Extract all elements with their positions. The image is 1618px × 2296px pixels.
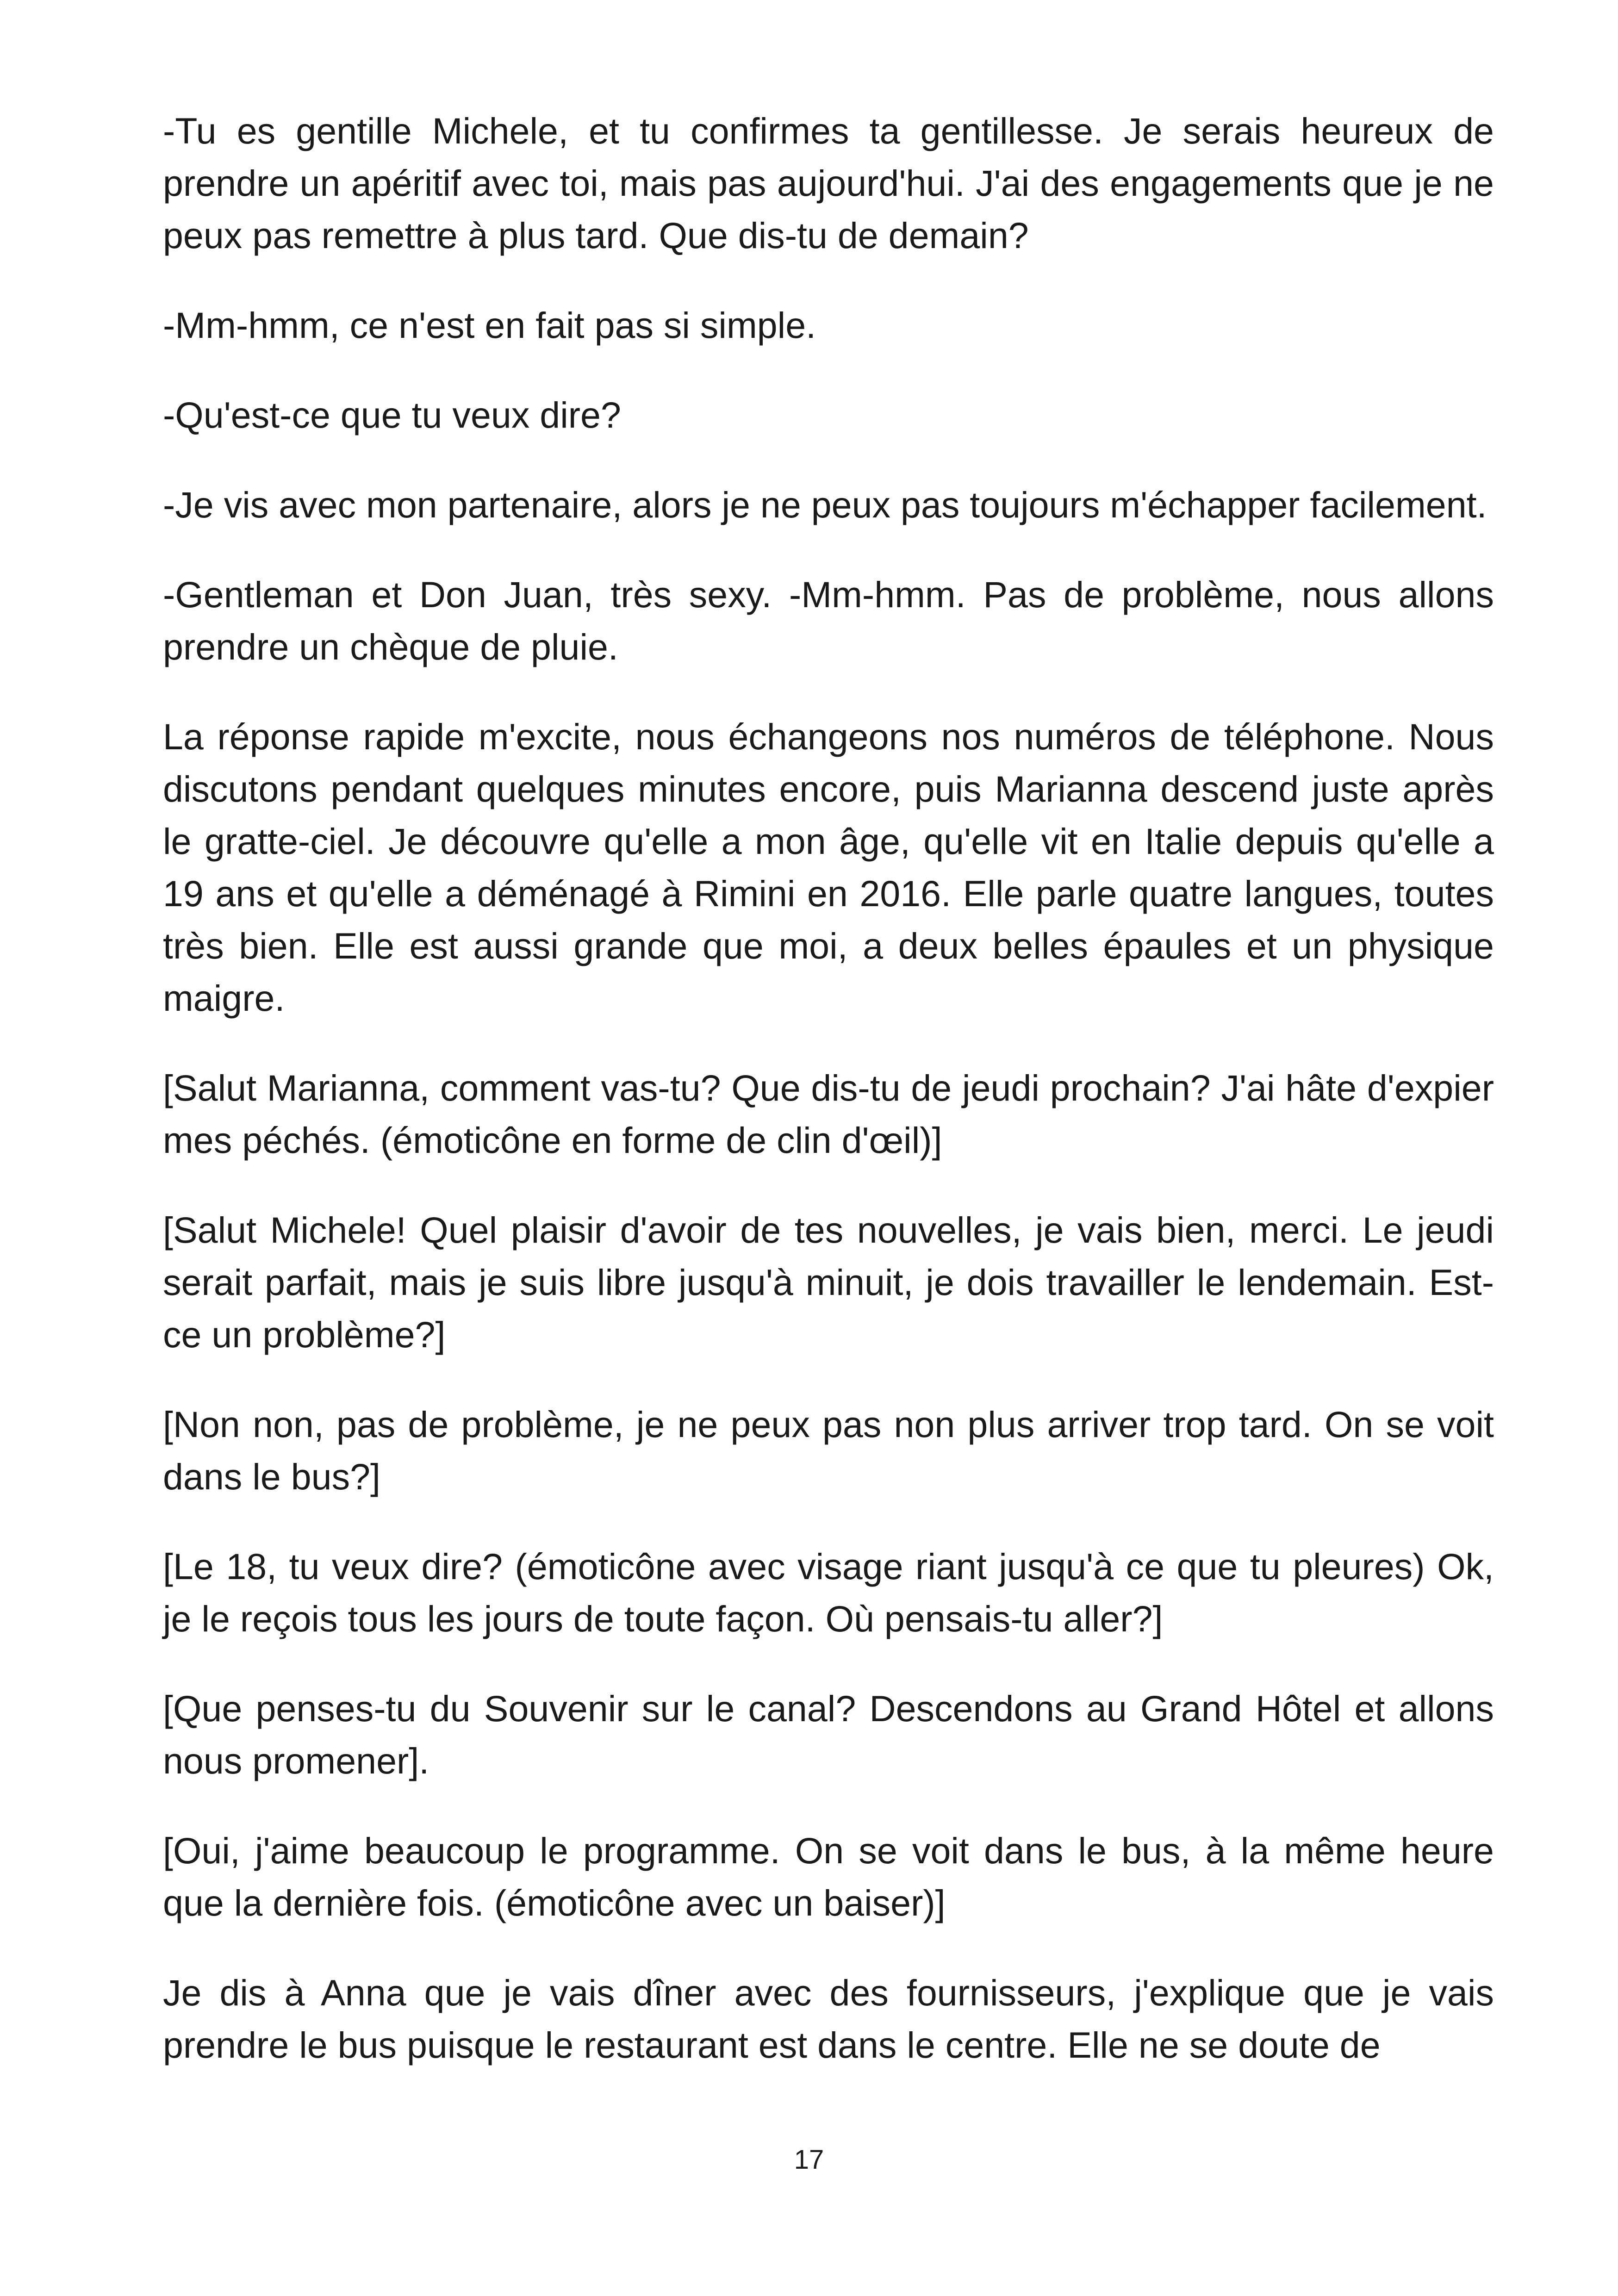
- body-text: [163, 105, 1494, 2109]
- paragraph-11: [Que penses-tu du Souvenir sur le canal? Descendons au Grand Hôtel et allons nous promener].: [163, 1688, 1494, 1781]
- page-number: 17: [794, 2145, 824, 2175]
- paragraph-4: -Je vis avec mon partenaire, alors je ne peux pas toujours m'échapper facilement.: [163, 484, 1487, 525]
- paragraph-13: Je dis à Anna que je vais dîner avec des fournisseurs, j'explique que je vais prendre le bus puisque le restaurant est dans le centre. Elle ne se doute de: [163, 1972, 1494, 2066]
- paragraph-3: -Qu'est-ce que tu veux dire?: [163, 394, 621, 436]
- paragraph-7: [Salut Marianna, comment vas-tu? Que dis-tu de jeudi prochain? J'ai hâte d'expier mes péchés. (émoticône en forme de clin d'œil)]: [163, 1067, 1494, 1161]
- paragraph-6: La réponse rapide m'excite, nous échangeons nos numéros de téléphone. Nous discutons pendant quelques minutes encore, puis Marianna descend juste après le gratte-ciel. Je découvre qu'elle a mon âge, qu'elle vit en Italie depuis qu'elle a 19 ans et qu'elle a déménagé à Rimini en 2016. Elle parle quatre langues, toutes très bien. Elle est aussi grande que moi, a deux belles épaules et un physique maigre.: [163, 716, 1494, 1019]
- paragraph-5: -Gentleman et Don Juan, très sexy. -Mm-hmm. Pas de problème, nous allons prendre un chèque de pluie.: [163, 574, 1494, 667]
- paragraph-9: [Non non, pas de problème, je ne peux pas non plus arriver trop tard. On se voit dans le bus?]: [163, 1404, 1494, 1497]
- paragraph-8: [Salut Michele! Quel plaisir d'avoir de tes nouvelles, je vais bien, merci. Le jeudi serait parfait, mais je suis libre jusqu'à minuit, je dois travailler le lendemain. Est-ce un problème?]: [163, 1209, 1494, 1355]
- paragraph-2: -Mm-hmm, ce n'est en fait pas si simple.: [163, 305, 816, 346]
- paragraph-1: -Tu es gentille Michele, et tu confirmes ta gentillesse. Je serais heureux de prendre un apéritif avec toi, mais pas aujourd'hui. J'ai des engagements que je ne peux pas remettre à plus tard. Que dis-tu de demain?: [163, 110, 1494, 256]
- paragraph-10: [Le 18, tu veux dire? (émoticône avec visage riant jusqu'à ce que tu pleures) Ok, je le reçois tous les jours de toute façon. Où pensais-tu aller?]: [163, 1546, 1494, 1639]
- paragraph-12: [Oui, j'aime beaucoup le programme. On se voit dans le bus, à la même heure que la dernière fois. (émoticône avec un baiser)]: [163, 1830, 1494, 1923]
